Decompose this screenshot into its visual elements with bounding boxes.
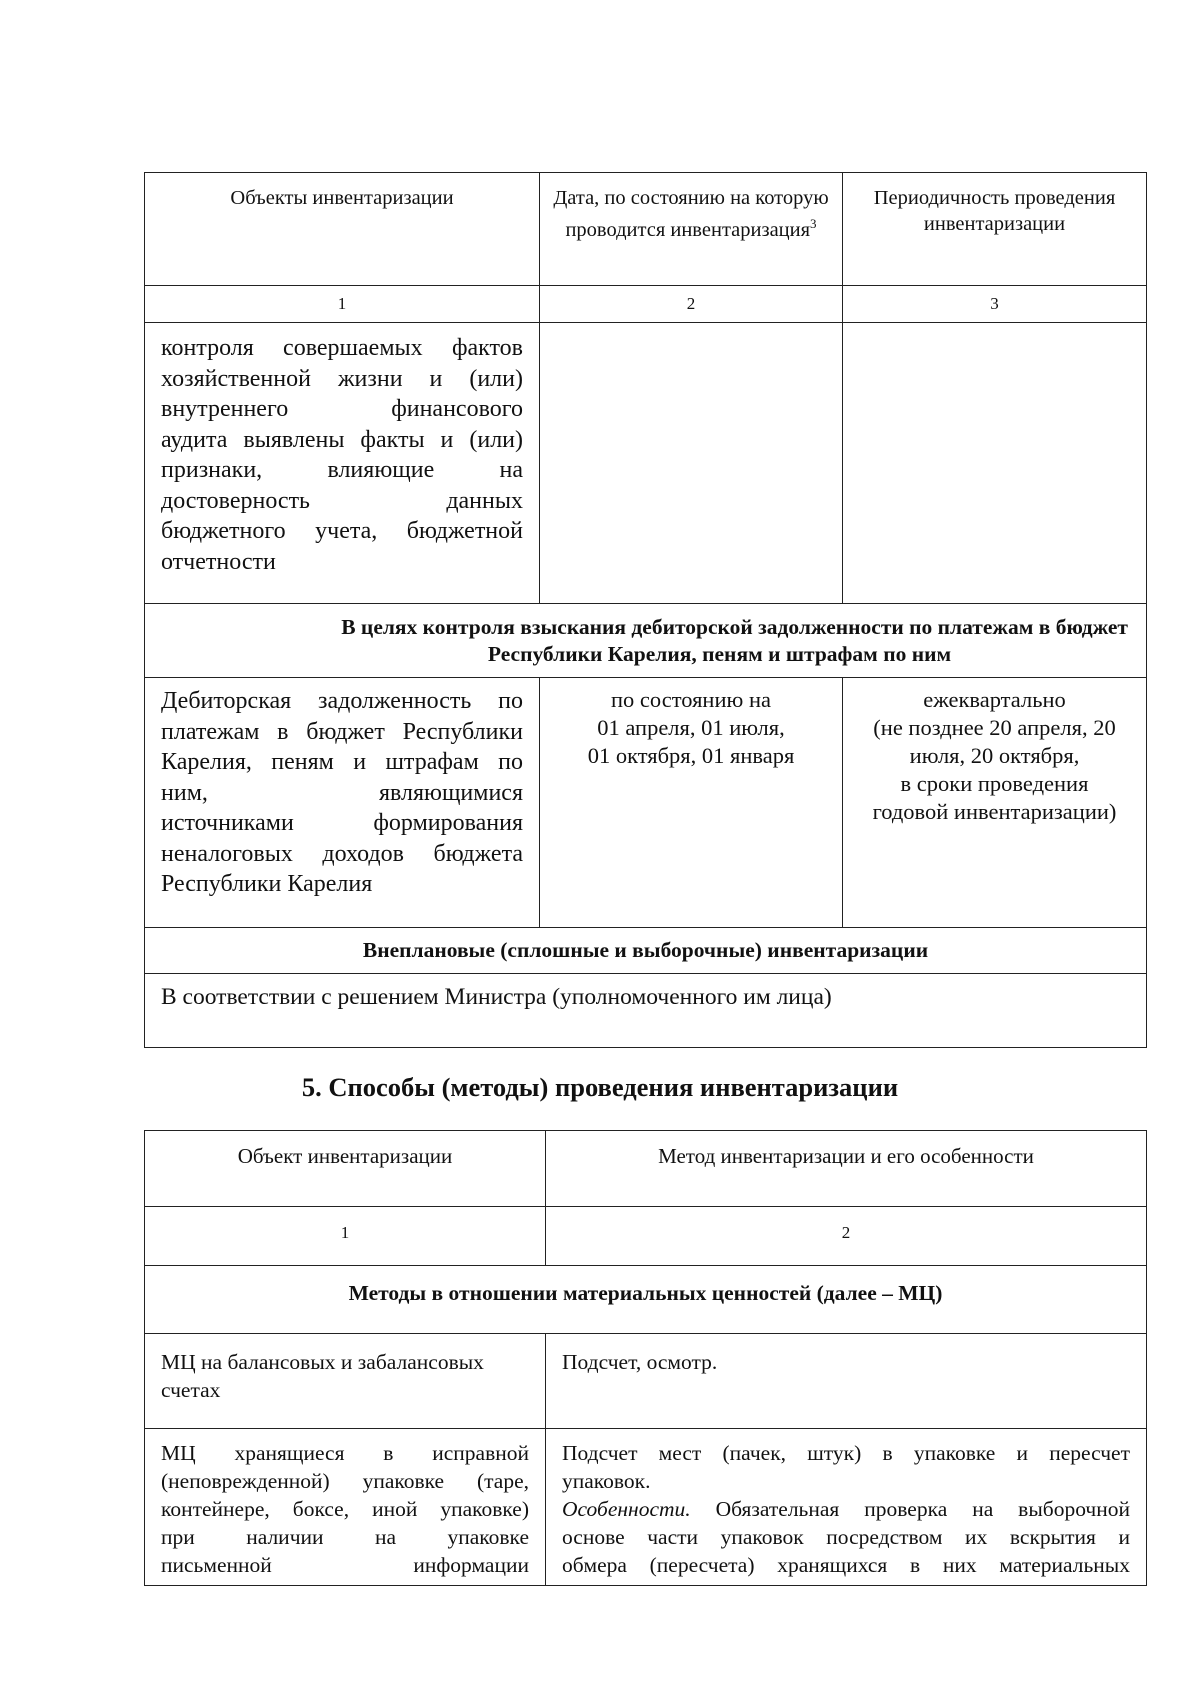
text-line: июля, 20 октября, — [909, 743, 1080, 768]
text-line: МЦ хранящиеся в исправной — [161, 1441, 529, 1465]
text-line: (неповрежденной) упаковке (таре, — [161, 1469, 529, 1493]
text-line: достоверность данных — [161, 487, 523, 514]
text-line: ежеквартально — [923, 687, 1066, 712]
italic-note: Особенности. — [562, 1497, 691, 1521]
text-line: годовой инвентаризации) — [872, 799, 1117, 824]
text-line: Подсчет мест (пачек, штук) в упаковке и пересчет — [562, 1441, 1130, 1465]
row1-object: МЦ на балансовых и забалансовых счетах — [145, 1334, 546, 1429]
inventory-methods-table — [144, 1130, 1147, 1586]
column-number-row — [145, 1207, 1147, 1266]
header-periodicity — [843, 173, 1147, 286]
text-line: Карелия, пеням и штрафам по — [161, 749, 523, 775]
row1-method: Подсчет, осмотр. — [546, 1334, 1147, 1429]
row2-method — [546, 1429, 1147, 1586]
header-object: Объект инвентаризации — [145, 1131, 546, 1207]
text-line: 01 апреля, 01 июля, — [597, 715, 785, 740]
inventory-schedule-table — [144, 172, 1147, 1048]
row1-periodicity — [843, 323, 1147, 604]
text-line: ним, являющимися — [161, 779, 523, 806]
table-header-row — [145, 173, 1147, 286]
column-number: 1 — [145, 286, 540, 323]
section-row — [145, 928, 1147, 974]
section-row — [145, 604, 1147, 678]
row2-date — [540, 678, 843, 928]
row1-objects — [145, 323, 540, 604]
text-line: письменной информации — [161, 1553, 529, 1577]
header-method: Метод инвентаризации и его особенности — [546, 1131, 1147, 1207]
table-row — [145, 678, 1147, 928]
section-title-unscheduled: Внеплановые (сплошные и выборочные) инвентаризации — [145, 928, 1147, 974]
header-date-text: Дата, по состоянию на которую проводится инвентаризация — [553, 187, 829, 241]
text-line: обмера (пересчета) хранящихся в них материальных — [562, 1553, 1130, 1577]
section-title-receivables — [145, 604, 1147, 678]
header-objects — [145, 173, 540, 286]
text-line: источниками формирования — [161, 810, 523, 836]
text-line: 01 октября, 01 января — [587, 743, 795, 768]
section-heading: 5. Способы (методы) проведения инвентаризации — [301, 1072, 899, 1102]
section-line: В целях контроля взыскания дебиторской задолженности по платежам в бюджет — [341, 615, 1128, 639]
text-line: упаковок. — [562, 1469, 651, 1493]
text-line: платежам в бюджет Республики — [161, 718, 523, 745]
text-line: бюджетного учета, бюджетной — [161, 518, 523, 544]
text-line: основе части упаковок посредством их вскрытия и — [562, 1525, 1130, 1549]
text-line: отчетности — [161, 548, 276, 575]
table-row — [145, 1429, 1147, 1586]
header-date — [540, 173, 843, 286]
table-row — [145, 1334, 1147, 1429]
text-line: в сроки проведения — [900, 771, 1089, 796]
text-line: неналоговых доходов бюджета — [161, 840, 523, 867]
column-number: 1 — [145, 1207, 546, 1266]
text-line: (не позднее 20 апреля, 20 — [873, 715, 1116, 740]
text-line: хозяйственной жизни и (или) — [161, 365, 523, 392]
table-row — [145, 974, 1147, 1048]
text-line: внутреннего финансового — [161, 396, 523, 422]
text-line: Дебиторская задолженность по — [161, 688, 523, 714]
text-line: по состоянию на — [611, 687, 771, 712]
text-line: аудита выявлены факты и (или) — [161, 426, 523, 453]
section-row — [145, 1266, 1147, 1334]
row2-objects — [145, 678, 540, 928]
row3-decision: В соответствии с решением Министра (уполномоченного им лица) — [145, 974, 1147, 1048]
text-line: контроля совершаемых фактов — [161, 335, 523, 361]
header-objects-text: Объекты инвентаризации — [230, 187, 454, 209]
text-line: Республики Карелия — [161, 871, 373, 897]
section-title-mc: Методы в отношении материальных ценностей (далее – МЦ) — [145, 1266, 1147, 1334]
row2-object — [145, 1429, 546, 1586]
row1-date — [540, 323, 843, 604]
footnote-marker: 3 — [810, 216, 817, 231]
column-number: 2 — [540, 286, 843, 323]
text-fragment: Обязательная проверка на выборочной — [715, 1497, 1130, 1521]
table-header-row — [145, 1131, 1147, 1207]
text-line: признаки, влияющие на — [161, 457, 523, 483]
column-number-row — [145, 286, 1147, 323]
column-number: 2 — [546, 1207, 1147, 1266]
row2-periodicity — [843, 678, 1147, 928]
text-line — [562, 1495, 1130, 1523]
text-line: контейнере, боксе, иной упаковке) — [161, 1497, 529, 1521]
section-line: Республики Карелия, пеням и штрафам по ним — [487, 642, 952, 666]
column-number: 3 — [843, 286, 1147, 323]
text-line: при наличии на упаковке — [161, 1525, 529, 1549]
header-periodicity-text: Периодичность проведения инвентаризации — [873, 187, 1116, 235]
table-row — [145, 323, 1147, 604]
